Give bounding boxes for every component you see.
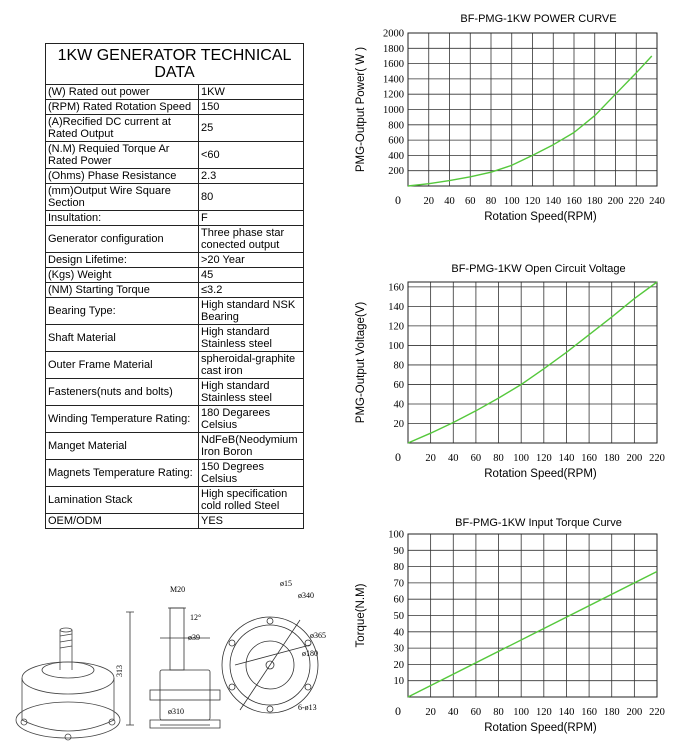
- x-tick-label: 120: [535, 453, 552, 464]
- table-row: [46, 283, 304, 298]
- x-tick-label: 160: [566, 196, 582, 207]
- table-row: [46, 268, 304, 283]
- x-tick-label: 60: [470, 707, 482, 718]
- table-row: [46, 142, 304, 169]
- x-tick-label: 140: [558, 453, 575, 464]
- y-tick-label: 600: [388, 135, 404, 147]
- spec-value: YES: [199, 514, 304, 529]
- x-tick-label: 220: [628, 196, 645, 207]
- technical-data-table: [45, 43, 304, 529]
- spec-label: Generator configuration: [46, 226, 199, 253]
- label-d180: ø180: [302, 649, 318, 658]
- label-angle: 12°: [190, 613, 202, 622]
- y-tick-label: 1200: [383, 89, 404, 101]
- spec-value: 45: [199, 268, 304, 283]
- x-tick-label: 40: [444, 196, 455, 207]
- spec-label: Lamination Stack: [46, 487, 199, 514]
- x-tick-label: 80: [493, 707, 504, 718]
- y-tick-label: 60: [393, 379, 404, 391]
- spec-label: Insultation:: [46, 211, 199, 226]
- x-tick-label: 60: [470, 453, 482, 464]
- y-tick-label: 160: [388, 282, 404, 294]
- spec-value: F: [199, 211, 304, 226]
- y-tick-label: 40: [393, 627, 404, 639]
- x-tick-label: 100: [513, 707, 530, 718]
- label-d310: ø310: [168, 707, 184, 716]
- table-row: [46, 460, 304, 487]
- table-row: [46, 487, 304, 514]
- x-axis-label: Rotation Speed(RPM): [484, 211, 597, 223]
- y-tick-label: 30: [393, 643, 404, 655]
- x-tick-label: 200: [626, 707, 643, 718]
- y-tick-label: 20: [393, 418, 404, 430]
- x-tick-label: 120: [524, 196, 541, 207]
- spec-label: Winding Temperature Rating:: [46, 406, 199, 433]
- chart-title: BF-PMG-1KW Input Torque Curve: [455, 517, 622, 529]
- x-tick-label: 40: [448, 453, 459, 464]
- voltage-svg: [340, 258, 680, 490]
- x-tick-label: 0: [395, 193, 401, 207]
- table-row: [46, 115, 304, 142]
- label-d39: ø39: [188, 633, 200, 642]
- spec-value: 180 Degarees Celsius: [199, 406, 304, 433]
- label-313: 313: [115, 665, 124, 677]
- y-tick-label: 80: [393, 562, 404, 574]
- spec-label: Fasteners(nuts and bolts): [46, 379, 199, 406]
- x-tick-label: 40: [448, 707, 459, 718]
- spec-label: Magnets Temperature Rating:: [46, 460, 199, 487]
- table-body: [46, 85, 304, 529]
- spec-value: <60: [199, 142, 304, 169]
- y-tick-label: 70: [393, 578, 404, 590]
- spec-label: (N.M) Requied Torque Ar Rated Power: [46, 142, 199, 169]
- table-row: [46, 514, 304, 529]
- table-row: [46, 100, 304, 115]
- y-tick-label: 80: [393, 360, 404, 372]
- power-curve-chart: [340, 8, 680, 223]
- table-row: [46, 379, 304, 406]
- spec-value: 25: [199, 115, 304, 142]
- x-tick-label: 240: [649, 196, 665, 207]
- label-d15: ø15: [280, 579, 292, 588]
- chart-title: BF-PMG-1KW Open Circuit Voltage: [451, 263, 626, 275]
- spec-label: Manget Material: [46, 433, 199, 460]
- spec-value: 1KW: [199, 85, 304, 100]
- y-tick-label: 800: [388, 120, 404, 132]
- spec-value: High standard Stainless steel: [199, 325, 304, 352]
- x-tick-label: 220: [649, 707, 665, 718]
- y-tick-label: 10: [393, 676, 404, 688]
- spec-label: Bearing Type:: [46, 298, 199, 325]
- y-tick-label: 100: [388, 529, 404, 541]
- generator-top-drawing: [222, 617, 318, 713]
- table-row: [46, 169, 304, 184]
- spec-label: (RPM) Rated Rotation Speed: [46, 100, 199, 115]
- y-tick-label: 40: [393, 399, 404, 411]
- spec-value: NdFeB(Neodymium Iron Boron: [199, 433, 304, 460]
- spec-value: Three phase star conected output: [199, 226, 304, 253]
- spec-value: High standard NSK Bearing: [199, 298, 304, 325]
- table-row: [46, 184, 304, 211]
- table-row: [46, 433, 304, 460]
- table-row: [46, 298, 304, 325]
- label-m20: M20: [170, 585, 186, 594]
- chart-title: BF-PMG-1KW POWER CURVE: [460, 13, 617, 25]
- spec-label: OEM/ODM: [46, 514, 199, 529]
- generator-isometric-drawing: [16, 628, 120, 740]
- spec-value: 150: [199, 100, 304, 115]
- spec-value: 150 Degrees Celsius: [199, 460, 304, 487]
- spec-label: Design Lifetime:: [46, 253, 199, 268]
- table-row: [46, 211, 304, 226]
- y-tick-label: 60: [393, 594, 404, 606]
- spec-label: (A)Recified DC current at Rated Output: [46, 115, 199, 142]
- spec-value: >20 Year: [199, 253, 304, 268]
- spec-label: Shaft Material: [46, 325, 199, 352]
- spec-label: (Ohms) Phase Resistance: [46, 169, 199, 184]
- y-tick-label: 400: [388, 150, 404, 162]
- x-tick-label: 100: [503, 196, 520, 207]
- x-tick-label: 200: [607, 196, 624, 207]
- x-tick-label: 100: [513, 453, 530, 464]
- x-tick-label: 0: [395, 450, 401, 464]
- spec-label: (Kgs) Weight: [46, 268, 199, 283]
- y-tick-label: 200: [388, 166, 404, 178]
- x-axis-label: Rotation Speed(RPM): [484, 468, 597, 480]
- table-row: [46, 226, 304, 253]
- y-tick-label: 1800: [383, 43, 404, 55]
- torque-svg: [340, 512, 680, 744]
- spec-value: 80: [199, 184, 304, 211]
- spec-label: Outer Frame Material: [46, 352, 199, 379]
- spec-value: High specification cold rolled Steel: [199, 487, 304, 514]
- x-tick-label: 180: [603, 707, 620, 718]
- y-tick-label: 1400: [383, 74, 404, 86]
- x-tick-label: 220: [649, 453, 665, 464]
- y-tick-label: 120: [388, 321, 404, 333]
- y-axis-label: PMG-Output Power( W ): [355, 46, 367, 173]
- table-title: 1KW GENERATOR TECHNICAL DATA: [46, 44, 304, 85]
- x-tick-label: 160: [581, 707, 597, 718]
- y-tick-label: 90: [393, 545, 404, 557]
- spec-value: High standard Stainless steel: [199, 379, 304, 406]
- x-tick-label: 80: [485, 196, 497, 207]
- x-tick-label: 140: [545, 196, 562, 207]
- spec-label: (NM) Starting Torque: [46, 283, 199, 298]
- x-tick-label: 60: [465, 196, 476, 207]
- y-tick-label: 1000: [383, 105, 404, 116]
- x-tick-label: 200: [626, 453, 643, 464]
- x-tick-label: 20: [425, 707, 436, 718]
- x-tick-label: 80: [493, 453, 504, 464]
- y-tick-label: 100: [388, 340, 404, 352]
- x-tick-label: 160: [581, 453, 597, 464]
- voltage-chart: [340, 258, 680, 490]
- y-tick-label: 2000: [383, 28, 404, 40]
- spec-value: ≤3.2: [199, 283, 304, 298]
- power-curve-svg: [340, 8, 680, 223]
- x-tick-label: 180: [586, 196, 603, 207]
- label-d340: ø340: [298, 591, 314, 600]
- y-tick-label: 20: [393, 659, 404, 671]
- y-axis-label: PMG-Output Voltage(V): [355, 301, 367, 424]
- x-tick-label: 140: [558, 707, 575, 718]
- generator-drawings: [10, 570, 330, 745]
- torque-chart: [340, 512, 680, 744]
- table-row: [46, 85, 304, 100]
- y-tick-label: 1600: [383, 59, 404, 71]
- y-axis-label: Torque(N.M): [355, 583, 367, 648]
- spec-label: (mm)Output Wire Square Section: [46, 184, 199, 211]
- x-tick-label: 20: [423, 196, 434, 207]
- y-tick-label: 140: [388, 301, 404, 313]
- table-row: [46, 253, 304, 268]
- table-row: [46, 406, 304, 433]
- table-row: [46, 325, 304, 352]
- series-line: [408, 572, 657, 698]
- table-row: [46, 352, 304, 379]
- spec-value: spheroidal-graphite cast iron: [199, 352, 304, 379]
- y-tick-label: 50: [393, 611, 404, 622]
- x-axis-label: Rotation Speed(RPM): [484, 722, 597, 734]
- spec-value: 2.3: [199, 169, 304, 184]
- x-tick-label: 20: [425, 453, 436, 464]
- x-tick-label: 0: [395, 704, 401, 718]
- spec-label: (W) Rated out power: [46, 85, 199, 100]
- label-holes: 6-ø13: [298, 703, 317, 712]
- x-tick-label: 180: [603, 453, 620, 464]
- x-tick-label: 120: [535, 707, 552, 718]
- label-d365: ø365: [310, 631, 326, 640]
